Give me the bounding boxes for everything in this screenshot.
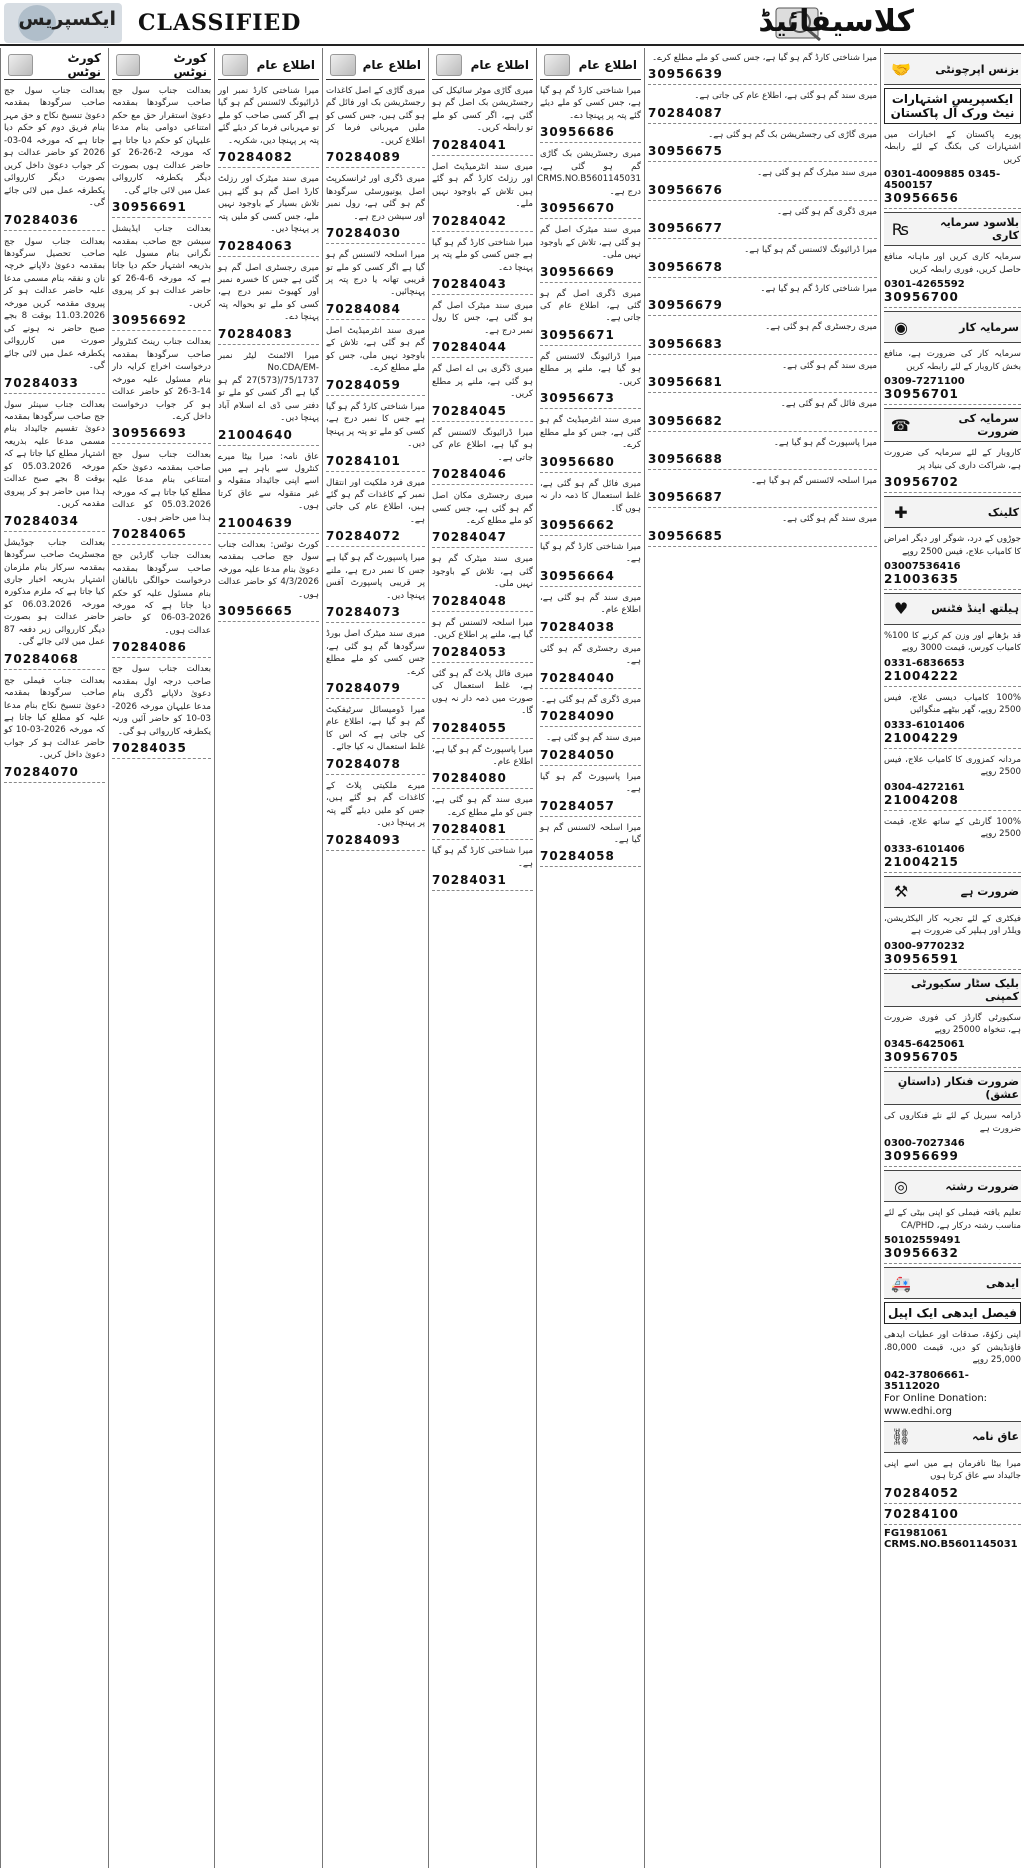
- express-logo: [4, 3, 122, 43]
- ad-text: میری رجسٹری گم ہو گئی ہے۔: [765, 322, 877, 333]
- money-icon: ₨: [891, 219, 909, 239]
- column-heading: [112, 50, 211, 80]
- ad-text: مردانہ کمزوری کا کامیاب علاج، فیس 2500 روپے: [884, 754, 1021, 778]
- ad-text: میری سند گم ہو گئی ہے، اطلاع عام کی جاتی ہے۔: [694, 91, 877, 102]
- ad-text: بعدالت جناب سول جج صاحب سرگودھا بمقدمہ دعویٰ تنسیخ نکاح و حق مہر بنام فریق دوم کو حکم دیا جاتا ہے کہ مورخہ 04-03-2026 کو حاضر عدالت ہو کر جواب دعویٰ داخل کریں بصورت دیگر کارروائی یکطرفہ عمل میں لائی جائے گی۔: [4, 86, 105, 209]
- category-sidebar: [880, 48, 1024, 1868]
- ad-text: میرا ڈرائیونگ لائسنس گم ہو گیا ہے۔: [744, 245, 877, 256]
- ad-column: [0, 48, 108, 1868]
- ad-number: 70284087: [648, 106, 877, 124]
- ad-number: 30956688: [648, 452, 877, 470]
- ad-number: 70284070: [4, 765, 105, 783]
- phone-number[interactable]: 0300-9770232: [884, 940, 965, 952]
- ad-number: 30956662: [540, 518, 641, 536]
- phone-number[interactable]: 042-37806661-35112020: [884, 1369, 969, 1392]
- ad-number: 30956669: [540, 265, 641, 283]
- ad-text: میرا شناختی کارڈ گم ہو گیا ہے۔: [432, 846, 533, 869]
- donation-link[interactable]: For Online Donation: www.edhi.org: [884, 1392, 988, 1417]
- ad-text: میری رجسٹری مکان اصل گم ہو گئی ہے، جس کسی کو ملے مطلع کرے۔: [432, 491, 533, 526]
- ad-number: 30956705: [884, 1050, 1021, 1068]
- ad-column-body: [215, 48, 322, 627]
- ad-number: 70284101: [326, 454, 425, 472]
- ad-number: 30956683: [648, 337, 877, 355]
- ad-text: پورے پاکستان کے اخبارات میں اشتہارات کی بکنگ کے لئے رابطہ کریں: [884, 130, 1021, 165]
- phone-number[interactable]: 0309-7271100: [884, 376, 965, 388]
- section-heading: [884, 496, 1021, 528]
- ad-number: 21004229: [884, 731, 1021, 749]
- ad-number: 30956691: [112, 200, 211, 218]
- ad-text: میرا شناختی کارڈ گم ہو گیا ہے، جس کسی کو ملے مطلع کرے۔: [652, 53, 877, 63]
- ad-text: میرا اسلحہ لائسنس گم ہو گیا ہے۔: [751, 475, 877, 486]
- category-icon: [330, 54, 356, 76]
- ad-number: 70284055: [432, 721, 533, 739]
- column-heading-text: اطلاع عام: [362, 57, 421, 72]
- ad-column-body: [429, 48, 536, 896]
- section-title: ایدھی: [985, 1276, 1019, 1290]
- column-heading-text: اطلاع عام: [256, 57, 315, 72]
- ad-number: 21004215: [884, 855, 1021, 873]
- ad-number: 70284082: [218, 150, 319, 168]
- section-heading: [884, 876, 1021, 908]
- ad-number: 30956701: [884, 387, 1021, 405]
- phone-number[interactable]: 03007536416: [884, 560, 961, 572]
- section-heading: [884, 1267, 1021, 1299]
- ad-text: کورٹ نوٹس: بعدالت جناب سول جج صاحب بمقدمہ دعویٰ بنام مدعا علیہ مورخہ 4/3/2026 کو حاضر عدالت ہوں۔: [218, 539, 319, 600]
- ad-number: 70284030: [326, 226, 425, 244]
- highlight-box: [884, 88, 1021, 124]
- ad-number: 70284034: [4, 514, 105, 532]
- column-heading-text: اطلاع عام: [578, 57, 637, 72]
- ad-text: میرے ملکیتی پلاٹ کے کاغذات گم ہو گئے ہیں، جس کو ملیں دیئے گئے پتہ پر پہنچا دیں۔: [326, 780, 425, 829]
- ad-number: 70284046: [432, 467, 533, 485]
- ad-number: 21004640: [218, 428, 319, 446]
- ad-number: 30956678: [648, 260, 877, 278]
- ad-number: 30956675: [648, 144, 877, 162]
- ad-number: 30956671: [540, 328, 641, 346]
- column-heading: [326, 50, 425, 80]
- ad-number: 30956664: [540, 569, 641, 587]
- phone-number[interactable]: 0304-4272161: [884, 781, 965, 793]
- ad-column: [214, 48, 322, 1868]
- ad-text: بعدالت جناب سول جج صاحب سرگودھا بمقدمہ دعویٰ استقرار حق مع حکم امتناعی دوامی بنام مدعا علیہان کو حکم دیا جاتا ہے کہ مورخہ 2-26-26 کو حاضر عدالت ہوں بصورت دیگر یکطرفہ کارروائی عمل میں لائی جائے گی۔: [112, 86, 211, 196]
- ad-text: میری سند انٹرمیڈیٹ اصل اور رزلٹ کارڈ گم ہو گئے ہیں تلاش کے باوجود نہیں ملے۔: [432, 161, 533, 210]
- box-title: ایکسپریس اشتہارات نیٹ ورک آل پاکستان: [890, 92, 1015, 120]
- column-heading-text: اطلاع عام: [470, 57, 529, 72]
- handshake-icon: 🤝: [891, 59, 911, 79]
- ad-text: 100% کامیاب دیسی علاج، فیس 2500 روپے، گھر بیٹھے منگوائیں: [884, 692, 1021, 716]
- category-icon: [436, 54, 462, 76]
- ad-text: میری سند گم ہو گئی ہے۔: [546, 733, 641, 744]
- category-icon: [116, 54, 140, 76]
- ad-number: 70284043: [432, 277, 533, 295]
- section-title: ضرورت ہے: [960, 885, 1019, 899]
- ad-number: 70284089: [326, 150, 425, 168]
- ad-number: 30956702: [884, 475, 1021, 493]
- ad-number: 30956700: [884, 290, 1021, 308]
- ad-text: میری فرد ملکیت اور انتقال نمبر کے کاغذات گم ہو گئے ہیں، اطلاع عام کی جاتی ہے۔: [326, 477, 425, 525]
- ad-number: 70284031: [432, 873, 533, 891]
- ad-number: 70284036: [4, 213, 105, 231]
- ad-number: 30956699: [884, 1149, 1021, 1167]
- ad-number: 21004639: [218, 516, 319, 534]
- ad-column-body: [109, 48, 214, 764]
- ad-text: میرا پاسپورٹ گم ہو گیا ہے۔: [540, 771, 641, 795]
- ad-text: میری رجسٹری اصل گم ہو گئی ہے جس کا خسرہ نمبر اور کھیوٹ نمبر درج ہے، کسی کو ملے تو بحوالہ پتہ پہنچا دے۔: [218, 262, 319, 323]
- ad-text: میری سند میٹرک گم ہو گئی ہے۔: [757, 168, 877, 179]
- ad-number: 70284086: [112, 640, 211, 658]
- ad-text: میری سند میٹرک اصل بورڈ سرگودھا گم ہو گئی ہے، جس کسی کو ملے مطلع کرے۔: [326, 629, 425, 677]
- ambulance-icon: 🚑: [891, 1273, 911, 1293]
- ad-number: 30956685: [648, 529, 877, 547]
- ad-text: قد بڑھانے اور وزن کم کرنے کا 100% کامیاب کورس، قیمت 3000 روپے: [884, 630, 1021, 654]
- investor-icon: ◉: [894, 317, 908, 337]
- ad-text: میرا شناختی کارڈ گم ہو گیا ہے جس کا نمبر درج ہے، کسی کو ملے تو پتہ پر پہنچا دیں۔: [326, 401, 425, 450]
- ad-text: میرا ڈومیسائل سرٹیفکیٹ گم ہو گیا ہے، اطلاع عام کی جاتی ہے کہ اس کا غلط استعمال نہ کیا جائے۔: [326, 704, 425, 753]
- ad-text: تعلیم یافتہ فیملی کو اپنی بیٹی کے لئے مناسب رشتہ درکار ہے، CA/PHD: [884, 1208, 1021, 1231]
- ad-number: 70284045: [432, 404, 533, 422]
- ad-number: 70284080: [432, 771, 533, 789]
- ad-text: میری فائل پلاٹ گم ہو گئی ہے، غلط استعمال کی صورت میں ذمہ دار نہ ہوں گا۔: [432, 668, 533, 717]
- ad-number: 70284100: [884, 1507, 1021, 1525]
- ad-text: میری سند میٹرک گم ہو گئی ہے، تلاش کے باوجود نہیں ملی۔: [432, 554, 533, 590]
- ad-number: 70284042: [432, 214, 533, 232]
- section-title: بزنس اپرچونٹی: [935, 62, 1019, 76]
- section-title: ضرورت رشتہ: [945, 1179, 1019, 1193]
- section-heading: [884, 973, 1021, 1007]
- section-heading: [884, 1170, 1021, 1202]
- ad-number: 70284079: [326, 681, 425, 699]
- phone-number[interactable]: 0301-4265592: [884, 279, 965, 291]
- column-heading-text: کورٹ نوٹس: [173, 50, 207, 79]
- section-heading: [884, 212, 1021, 246]
- ad-number: 70284063: [218, 239, 319, 257]
- highlight-box: [884, 1302, 1021, 1324]
- ad-text: بعدالت جناب سول جج صاحب بمقدمہ دعویٰ حکم امتناعی بنام مدعا علیہ مطلع کیا جاتا ہے کہ مورخہ 05.03.2026 کو عدالت ہذا میں حاضر ہوں۔: [112, 450, 211, 523]
- ad-number: 30956677: [648, 221, 877, 239]
- ad-text: کاروبار کے لئے سرمایہ کی ضرورت ہے، شراکت داری کی بنیاد پر: [884, 448, 1021, 471]
- category-icon: [222, 54, 248, 76]
- ad-text: بعدالت جناب سول جج صاحب درجہ اول بمقدمہ دعویٰ دلاپانے ڈگری بنام مدعا علیہان مورخہ 2026-03-10 کو حاضر آئیں ورنہ یکطرفہ کارروائی ہو گی۔: [112, 664, 211, 737]
- ad-text: 100% گارنٹی کے ساتھ علاج، قیمت 2500 روپے: [884, 816, 1021, 840]
- section-title: بلاسود سرمایہ کاری: [940, 216, 1019, 243]
- ad-text: میری رجسٹریشن بک گاڑی گم ہو گئی ہے، CRMS.NO.B5601145031 درج ہے۔: [537, 149, 641, 197]
- ad-text: میری فائل گم ہو گئی ہے۔: [780, 399, 877, 410]
- ad-number: 30956670: [540, 201, 641, 219]
- ad-number: 30956692: [112, 313, 211, 331]
- ad-text: میری سند گم ہو گئی ہے، اطلاع عام۔: [540, 592, 641, 616]
- ad-number: 70284065: [112, 527, 211, 545]
- phone-number[interactable]: 0331-6836653: [884, 657, 965, 669]
- ad-text: میرا شناختی کارڈ گم ہو گیا ہے۔: [760, 283, 877, 294]
- ad-column-body: [323, 48, 428, 856]
- ad-number: 30956679: [648, 298, 877, 316]
- section-title: عاق نامہ: [972, 1430, 1019, 1444]
- phone-number[interactable]: 0300-7027346: [884, 1138, 965, 1150]
- phone-number[interactable]: 0345-6425061: [884, 1039, 965, 1051]
- ad-number: 70284040: [540, 671, 641, 689]
- section-title: ہیلتھ اینڈ فٹنس: [931, 602, 1019, 616]
- ad-number: 70284084: [326, 302, 425, 320]
- ad-number: 70284081: [432, 822, 533, 840]
- ad-number: 70284068: [4, 652, 105, 670]
- ad-text: میری گاڑی کے اصل کاغذات رجسٹریشن بک اور فائل گم ہو گئی ہیں، جس کسی کو ملیں مہربانی فرما کر اطلاع کریں۔: [326, 86, 425, 146]
- ad-number: 30956656: [884, 191, 1021, 209]
- section-title: سرمایہ کار: [959, 320, 1019, 334]
- ad-column: [644, 48, 880, 1868]
- ad-text: سرمایہ کاری کریں اور ماہانہ منافع حاصل کریں، فوری رابطہ کریں: [884, 252, 1021, 275]
- ad-text: میری ڈگری گم ہو گئی ہے۔: [541, 694, 641, 705]
- ad-text: میرا ڈرائیونگ لائسنس گم ہو گیا ہے، اطلاع عام کی جاتی ہے۔: [432, 427, 533, 463]
- ad-text: جوڑوں کے درد، شوگر اور دیگر امراض کا کامیاب علاج، فیس 2500 روپے: [884, 534, 1021, 557]
- ad-column-body: [537, 48, 644, 872]
- ad-number: 70284058: [540, 849, 641, 867]
- ad-text: میرا شناختی کارڈ گم ہو گیا ہے، جس کسی کو ملے دیئے گئے پتہ پر پہنچا دے۔: [540, 86, 641, 121]
- ad-number: 30956686: [540, 125, 641, 143]
- section-heading: [884, 593, 1021, 625]
- ad-text: فیکٹری کے لئے تجربہ کار الیکٹریشن، ویلڈر اور ہیلپر کی ضرورت ہے: [884, 913, 1021, 937]
- ad-column: [536, 48, 644, 1868]
- section-title: سرمایہ کی ضرورت: [958, 412, 1019, 439]
- ad-text: میری ڈگری اور ٹرانسکرپٹ اصل یونیورسٹی سرگودھا گم ہو گئی ہے، رول نمبر اور سیشن درج ہے۔: [326, 174, 425, 222]
- ad-number: 30956591: [884, 952, 1021, 970]
- ad-text: میری سند انٹرمیڈیٹ گم ہو گئی ہے، جس کو ملے مطلع کرے۔: [540, 415, 641, 451]
- ad-text: بعدالت جناب ایڈیشنل سیشن جج صاحب بمقدمہ نگرانی بنام مسول علیہ بذریعہ اشتہار حکم دیا جاتا ہے کہ مورخہ 6-4-26 کو حاضر عدالت ہو کر پیروی کریں۔: [112, 224, 212, 309]
- ad-text: سکیورٹی گارڈز کی فوری ضرورت ہے، تنخواہ 25000 روپے: [884, 1012, 1021, 1035]
- column-heading: [218, 50, 319, 80]
- ad-number: 30956693: [112, 426, 211, 444]
- ad-text: میری گاڑی کی رجسٹریشن بک گم ہو گئی ہے۔: [708, 129, 877, 140]
- ad-text: میری سند گم ہو گئی ہے۔: [782, 514, 877, 525]
- ad-column-body: [645, 48, 880, 552]
- ad-number: 70284078: [326, 757, 425, 775]
- ad-number: 70284057: [540, 799, 641, 817]
- ad-text: بعدالت جناب فیملی جج صاحب سرگودھا بمقدمہ دعویٰ تنسیخ نکاح بنام مدعا علیہ کو مطلع کیا جاتا ہے کہ مورخہ 2026-03-10 کو حاضر عدالت ہو کر جواب دعویٰ داخل کریں۔: [4, 675, 105, 761]
- worker-icon: ⚒: [893, 882, 909, 902]
- ad-number: 70284052: [884, 1486, 1021, 1504]
- section-heading: [884, 1071, 1021, 1105]
- ad-number: 70284093: [326, 833, 425, 851]
- ad-text: میری ڈگری اصل گم ہو گئی ہے، اطلاع عام کی جاتی ہے۔: [540, 288, 641, 324]
- phone-number[interactable]: 50102559491: [884, 1235, 961, 1247]
- column-heading: [4, 50, 105, 80]
- ad-number: 70284041: [432, 138, 533, 156]
- ad-text: میری سند گم ہو گئی ہے، جس کو ملے مطلع کرے۔: [432, 795, 533, 818]
- ad-text: بعدالت جناب جوڈیشل مجسٹریٹ صاحب سرگودھا بمقدمہ سرکار بنام ملزمان اشتہار بذریعہ اخبار جاری کیا جاتا ہے کہ ملزم مذکورہ مورخہ 06.03.2026 کو حاضر عدالت ہو بصورت دیگر کارروائی زیر دفعہ 87 عمل میں لائی جائے گی۔: [4, 537, 105, 648]
- phone-number[interactable]: 0333-6101406: [884, 843, 965, 855]
- ad-text: میری رجسٹری گم ہو گئی ہے۔: [540, 643, 641, 667]
- section-title: ضرورت فنکار (داستانِ عشق): [897, 1075, 1019, 1102]
- ad-number: 30956681: [648, 375, 877, 393]
- ad-text: میرا اسلحہ لائسنس گم ہو گیا ہے اگر کسی کو ملے تو قریبی تھانہ یا درج پتہ پر پہنچائیں۔: [326, 250, 425, 298]
- page-title-en: CLASSIFIED: [138, 10, 302, 36]
- section-heading: [884, 311, 1021, 343]
- phone-number[interactable]: 0301-4009885 0345-4500157: [884, 169, 1001, 192]
- ad-text: میری ڈگری گم ہو گئی ہے۔: [777, 206, 877, 217]
- ad-text: میرا الاٹمنٹ لیٹر نمبر No.CDA/EM-27(573)/75/1737 گم ہو گیا ہے اگر کسی کو ملے تو دفتر سی ڈی اے اسلام آباد پہنچا دیں۔: [218, 350, 319, 424]
- section-title: بلیک سٹار سکیورٹی کمپنی: [911, 976, 1019, 1003]
- ad-number: 70284033: [4, 376, 105, 394]
- ad-number: 70284072: [326, 529, 425, 547]
- ad-number: 30956632: [884, 1246, 1021, 1264]
- ad-number: 70284048: [432, 594, 533, 612]
- ad-text: میرا اسلحہ لائسنس گم ہو گیا ہے۔: [540, 822, 641, 845]
- ad-text: میرا شناختی کارڈ نمبر اور ڈرائیونگ لائسنس گم ہو گیا ہے اگر کسی صاحب کو ملے تو مہربانی فرما کر دیئے گئے پتہ پر پہنچا دیں، شکریہ۔: [218, 86, 319, 146]
- ad-text: میرا شناختی کارڈ گم ہو گیا ہے۔: [540, 541, 641, 565]
- ad-text: میری سند انٹرمیڈیٹ اصل گم ہو گئی ہے، تلاش کے باوجود نہیں ملی، جس کو ملے مطلع کرے۔: [326, 325, 425, 374]
- reference-crms: CRMS.NO.B5601145031: [884, 1538, 1018, 1550]
- ad-text: میری سند میٹرک اور رزلٹ کارڈ اصل گم ہو گئے ہیں تلاش بسیار کے باوجود نہیں ملے، جس کسی کو ملیں پتہ پر پہنچا دیں۔: [218, 174, 319, 235]
- ad-text: عاق نامہ: میرا بیٹا میرے کنٹرول سے باہر ہے میں اسے اپنی جائیداد منقولہ و غیر منقولہ سے عاق کرتا ہوں۔: [218, 451, 319, 512]
- clinic-icon: ✚: [894, 502, 908, 522]
- column-heading: [432, 50, 533, 80]
- ad-number: 30956673: [540, 391, 641, 409]
- ad-column: [322, 48, 428, 1868]
- ad-column: [108, 48, 214, 1868]
- ad-number: 70284050: [540, 748, 641, 766]
- ad-text: میری سند میٹرک اصل گم ہو گئی ہے، تلاش کے باوجود نہیں ملی۔: [540, 225, 641, 261]
- phone-number[interactable]: 0333-6101406: [884, 719, 965, 731]
- fitness-icon: ♥: [893, 599, 909, 619]
- ad-text: سرمایہ کار کی ضرورت ہے، منافع بخش کاروبار کے لئے رابطہ کریں: [884, 349, 1021, 372]
- section-heading: [884, 408, 1021, 442]
- ad-number: 70284083: [218, 327, 319, 345]
- ad-number: 30956680: [540, 455, 641, 473]
- column-heading-text: کورٹ نوٹس: [67, 50, 101, 79]
- ad-text: اپنی زکوٰۃ، صدقات اور عطیات ایدھی فاؤنڈیشن کو دیں، قیمت 80,000، 25,000 روپے: [884, 1330, 1021, 1366]
- page-header: [0, 0, 1024, 46]
- phone-icon: ☎: [890, 415, 911, 435]
- ad-number: 30956682: [648, 414, 877, 432]
- section-heading: [884, 53, 1021, 85]
- category-icon: [8, 54, 33, 76]
- ad-number: 70284090: [540, 709, 641, 727]
- ad-text: ڈرامہ سیریل کے لئے نئے فنکاروں کی ضرورت ہے: [884, 1111, 1021, 1134]
- ad-text: میرا ڈرائیونگ لائسنس گم ہو گیا ہے، ملنے پر مطلع کریں۔: [540, 351, 641, 387]
- ad-column: [428, 48, 536, 1868]
- ad-number: 70284044: [432, 340, 533, 358]
- ad-number: 30956639: [648, 67, 877, 85]
- ad-number: 70284073: [326, 605, 425, 623]
- ad-text: میرا اسلحہ لائسنس گم ہو گیا ہے، ملنے پر اطلاع کریں۔: [432, 617, 533, 641]
- ad-text: میری سند گم ہو گئی ہے۔: [782, 360, 877, 371]
- ad-text: میری سند میٹرک اصل گم ہو گئی ہے، جس کا رول نمبر درج ہے۔: [432, 300, 533, 336]
- column-heading: [540, 50, 641, 80]
- ad-number: 70284053: [432, 645, 533, 663]
- ad-number: 70284035: [112, 741, 211, 759]
- ad-text: میرا پاسپورٹ گم ہو گیا ہے، اطلاع عام۔: [432, 744, 533, 767]
- ad-text: بعدالت جناب سینئر سول جج صاحب سرگودھا بمقدمہ دعویٰ تقسیم جائیداد بنام مسمی مدعا علیہ بذریعہ اشتہار مطلع کیا جاتا ہے کہ مورخہ 05.03.2026 کو بوقت 8 بجے صبح عدالت ہذا میں حاضر ہو کر پیروی مقدمہ کریں۔: [4, 399, 105, 510]
- category-icon: [544, 54, 570, 76]
- ad-text: میری فائل گم ہو گئی ہے، غلط استعمال کا ذمہ دار نہ ہوں گا۔: [540, 478, 641, 514]
- section-heading: [884, 1421, 1021, 1453]
- ad-number: 30956676: [648, 183, 877, 201]
- ad-number: 70284059: [326, 378, 425, 396]
- chain-icon: ⛓: [890, 1427, 912, 1447]
- ad-number: 70284038: [540, 620, 641, 638]
- ad-number: 21004222: [884, 669, 1021, 687]
- box-title: فیصل ایدھی ایک اپیل: [888, 1306, 1017, 1321]
- brand-name: ایکسپریس: [18, 8, 116, 30]
- page-title-ur: کلاسیفائیڈ: [758, 4, 914, 39]
- ad-text: میرا پاسپورٹ گم ہو گیا ہے۔: [773, 437, 877, 448]
- ad-text: بعدالت جناب گارڈین جج صاحب سرگودھا بمقدمہ درخواست حوالگی نابالغان بنام مسئول علیہ کو حکم دیا جاتا ہے کہ مورخہ 2026-03-06 کو حاضر عدالت ہوں۔: [112, 551, 211, 636]
- rings-icon: ◎: [894, 1176, 908, 1196]
- ad-text: میرا شناختی کارڈ گم ہو گیا ہے جس کسی کو ملے پتہ پر پہنچا دے۔: [432, 237, 533, 273]
- ad-number: 21004208: [884, 793, 1021, 811]
- ad-text: میرا بیٹا نافرمان ہے میں اسے اپنی جائیداد سے عاق کرتا ہوں: [884, 1458, 1021, 1482]
- ad-number: 70284047: [432, 530, 533, 548]
- ad-text: بعدالت جناب سول جج صاحب تحصیل سرگودھا بمقدمہ دعویٰ دلاپانے خرچہ نان و نفقہ بنام مسمی مدعا علیہ حاضر عدالت ہو کر پیروی مقدمہ کریں مورخہ 11.03.2026 بوقت 8 بجے صبح حاضر نہ ہونے کی صورت میں کارروائی یکطرفہ عمل میں لائی جائے گی۔: [4, 236, 105, 372]
- ad-number: 21003635: [884, 572, 1021, 590]
- ad-text: میرا پاسپورٹ گم ہو گیا ہے جس کا نمبر درج ہے، ملنے پر قریبی پاسپورٹ آفس پہنچا دیں۔: [326, 553, 425, 601]
- ad-column-body: [1, 48, 108, 788]
- ad-number: 30956665: [218, 604, 319, 622]
- reference-fg: FG1981061: [884, 1527, 948, 1539]
- ad-text: میری گاڑی موٹر سائیکل کی رجسٹریشن بک اصل گم ہو گئی ہے، اگر کسی کو ملے تو رابطہ کریں۔: [432, 86, 533, 134]
- section-title: کلینک: [987, 505, 1019, 519]
- ad-number: 30956687: [648, 490, 877, 508]
- ad-text: بعدالت جناب رینٹ کنٹرولر صاحب سرگودھا بمقدمہ درخواست اخراج کرایہ دار بنام مسئول علیہ مورخہ 14-3-26 کو حاضر عدالت ہو کر جواب درخواست داخل کرے۔: [112, 337, 211, 422]
- ad-text: میری ڈگری بی اے اصل گم ہو گئی ہے، ملنے پر مطلع کریں۔: [432, 364, 533, 400]
